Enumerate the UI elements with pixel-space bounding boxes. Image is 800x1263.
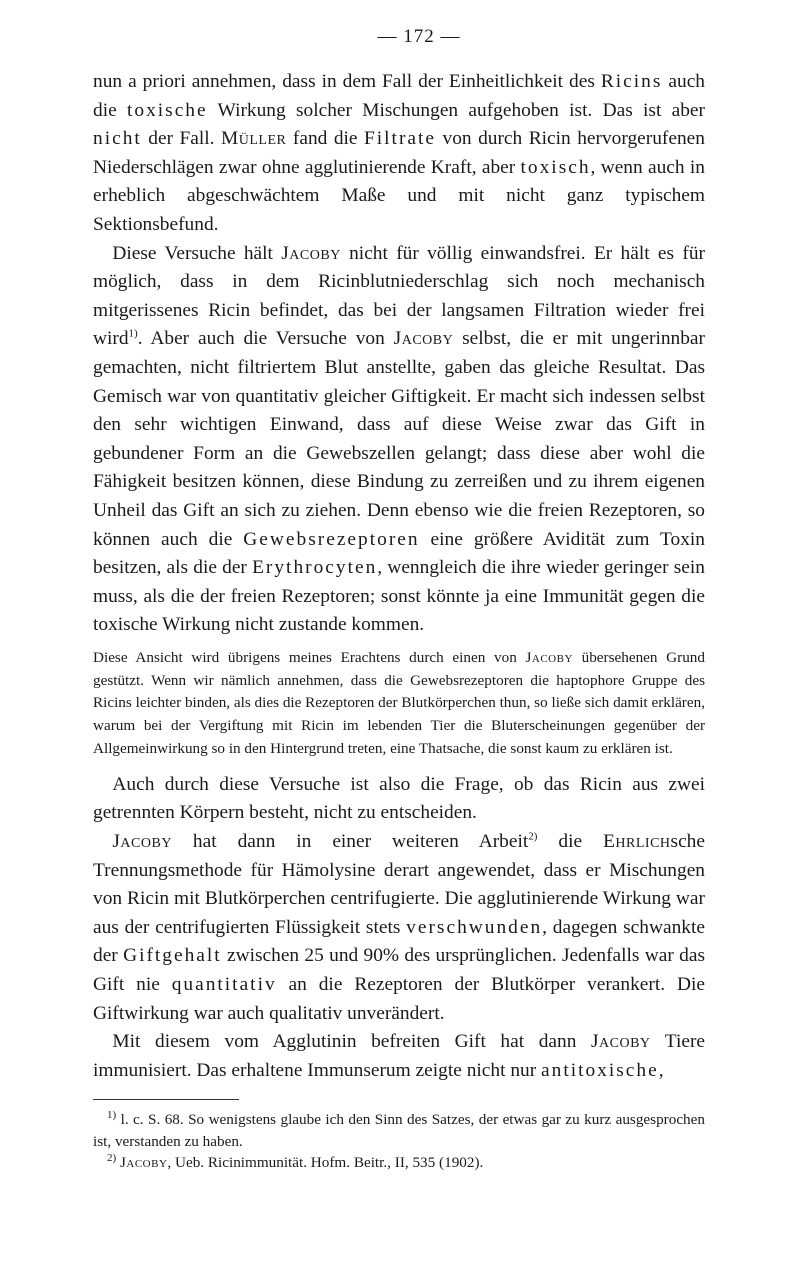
- paragraph-3: Auch durch diese Versuche ist also die Frage, ob das Ricin aus zwei getrennten Körpern besteht, nicht zu entscheiden.: [93, 773, 705, 824]
- author-jacoby: Jacoby: [119, 1154, 168, 1172]
- small-print-note: Diese Ansicht wird übrigens meines Erachtens durch einen von Jacoby übersehenen Grund gestützt. Wenn wir nämlich annehmen, dass die Gewebsrezeptoren die haptophore Gruppe des Ricins leichter binden, als dies die Rezeptoren der Blutkörperchen thun, so ließe sich damit erklären, warum bei der Vergiftung mit Ricin im lebenden Tier die Bluterscheinungen gegenüber der Allgemeinwirkung so in den Hintergrund treten, eine Thatsache, die sonst kaum zu erklären ist.: [93, 648, 705, 758]
- author-jacoby: Jacoby: [393, 328, 454, 350]
- author-jacoby: Jacoby: [590, 1031, 651, 1053]
- emphasis-giftgehalt: Giftgehalt: [123, 945, 222, 967]
- emphasis-erythrocyten: Erythrocyten: [252, 557, 378, 579]
- footnote-2: $^{2)}$ Jacoby, Ueb. Ricinimmunität. Hofm. Beitr., II, 535 (1902).: [93, 1152, 705, 1174]
- footnote-2-mark: 2): [107, 1152, 117, 1165]
- footnote-divider: [93, 1099, 239, 1100]
- footnote-ref-1[interactable]: 1): [128, 327, 138, 340]
- footnote-1: $^{1)}$ l. c. S. 68. So wenigstens glaube ich den Sinn des Satzes, der etwas gar zu kurz ausgesprochen ist, verstanden zu haben.: [93, 1109, 705, 1150]
- paragraph-5: Mit diesem vom Agglutinin befreiten Gift hat dann Jacoby Tiere immunisiert. Das erhaltene Immunserum zeigte nicht nur antitoxische,: [93, 1031, 706, 1081]
- document-page: [93, 22, 705, 1174]
- author-jacoby: Jacoby: [281, 242, 341, 264]
- emphasis-filtrate: Filtrate: [364, 128, 437, 150]
- footnote-ref-2[interactable]: 2): [528, 830, 538, 843]
- paragraph-2: Diese Versuche hält Jacoby nicht für völlig einwandsfrei. Er hält es für möglich, dass in dem Ricinblutniederschlag sich noch mechanisch mitgerissenes Ricin befindet, das bei der langsamen Filtration wieder frei wird$^{1)}$. Aber auch die Versuche von Jacoby selbst, die er mit ungerinnbar gemachten, nicht filtriertem Blut anstellte, gaben das gleiche Resultat. Das Gemisch war von quantitativ gleicher Giftigkeit. Er macht sich indessen selbst den sehr wichtigen Einwand, dass auf diese Weise zwar das Gift in gebundener Form an die Gewebszellen gelangt; dass diese aber wohl die Fähigkeit besitzen können, diese Bindung zu zerreißen und zu ihrem eigenen Unheil das Gift an sich zu ziehen. Denn ebenso wie die freien Rezeptoren, so können auch die Gewebsrezeptoren eine größere Avidität zum Toxin besitzen, als die der Erythrocyten, wenngleich die ihre wieder geringer sein muss, als die der freien Rezeptoren; sonst könnte ja eine Immunität gegen die toxische Wirkung nicht zustande kommen.: [93, 242, 705, 636]
- emphasis-quantitativ: quantitativ: [171, 974, 277, 996]
- author-jacoby: Jacoby: [112, 831, 172, 853]
- emphasis-nicht: nicht: [93, 128, 142, 150]
- author-jacoby: Jacoby: [525, 648, 573, 666]
- emphasis-ricins: Ricins: [600, 71, 663, 92]
- paragraph-1: nun a priori annehmen, dass in dem Fall der Einheitlichkeit des Ricins auch die toxische Wirkung solcher Mischungen aufgehoben ist. Das ist aber nicht der Fall. Müller fand die Filtrate von durch Ricin hervorgerufenen Niederschlägen zwar ohne agglutinierende Kraft, aber toxisch, wenn auch in erheblich abgeschwächtem Maße und mit nicht ganz typischem Sektionsbefund.: [93, 71, 706, 235]
- emphasis-toxisch: toxisch: [520, 156, 591, 178]
- emphasis-toxische: toxische: [126, 99, 208, 121]
- emphasis-verschwunden: verschwunden: [406, 916, 543, 938]
- paragraph-4: Jacoby hat dann in einer weiteren Arbeit$^{2)}$ die Ehrlichsche Trennungsmethode für Hämolysine derart angewendet, dass er Mischungen von Ricin mit Blutkörperchen centrifugierte. Die agglutinierende Wirkung war aus der centrifugierten Flüssigkeit stets verschwunden, dagegen schwankte der Giftgehalt zwischen 25 und 90% des ursprünglichen. Jedenfalls war das Gift nie quantitativ an die Rezeptoren der Blutkörper verankert. Die Giftwirkung war auch qualitativ unverändert.: [93, 830, 705, 1024]
- footnote-1-mark: 1): [107, 1109, 117, 1122]
- author-ehrlich: Ehrlich: [603, 831, 671, 853]
- emphasis-antitoxische: antitoxische: [541, 1059, 659, 1081]
- emphasis-gewebsrezeptoren: Gewebsrezeptoren: [243, 528, 420, 550]
- author-mueller: Müller: [221, 128, 287, 150]
- page-number: — 172 —: [377, 26, 461, 47]
